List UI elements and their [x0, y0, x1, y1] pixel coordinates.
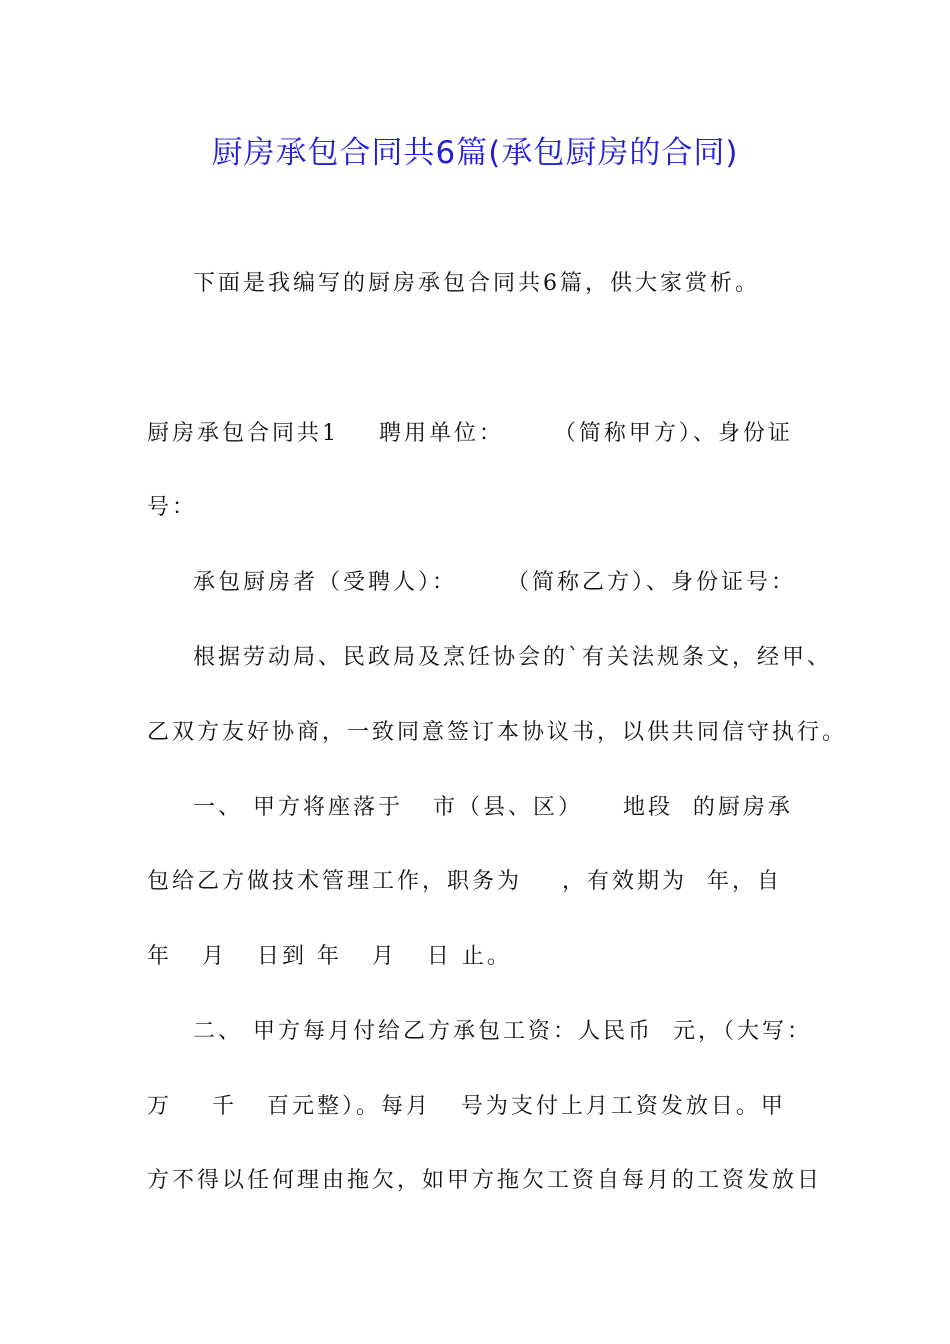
body-line: 包给乙方做技术管理工作，职务为 ，有效期为 年，自 — [147, 869, 782, 894]
body-line: 厨房承包合同共1 聘用单位： （简称甲方）、身份证 — [147, 421, 793, 446]
body-line: 年 月 日到 年 月 日 止。 — [147, 944, 512, 969]
body-line: 万 千 百元整）。每月 号为支付上月工资发放日。甲 — [147, 1094, 786, 1119]
intro-line: 下面是我编写的厨房承包合同共6篇，供大家赏析。 — [193, 271, 760, 296]
body-line: 一、 甲方将座落于 市（县、区） 地段 的厨房承 — [193, 795, 793, 820]
body-line: 二、 甲方每月付给乙方承包工资：人民币 元，（大写： — [193, 1019, 812, 1044]
document-title: 厨房承包合同共6篇(承包厨房的合同) — [211, 135, 739, 171]
body-line: 方不得以任何理由拖欠，如甲方拖欠工资自每月的工资发放日 — [147, 1168, 823, 1193]
body-line: 承包厨房者（受聘人）： （简称乙方）、身份证号： — [193, 570, 796, 595]
body-line: 号： — [147, 495, 198, 520]
body-line: 根据劳动局、民政局及烹饪协会的`有关法规条文，经甲、 — [193, 645, 833, 670]
body-line: 乙双方友好协商，一致同意签订本协议书，以供共同信守执行。 — [147, 720, 848, 745]
